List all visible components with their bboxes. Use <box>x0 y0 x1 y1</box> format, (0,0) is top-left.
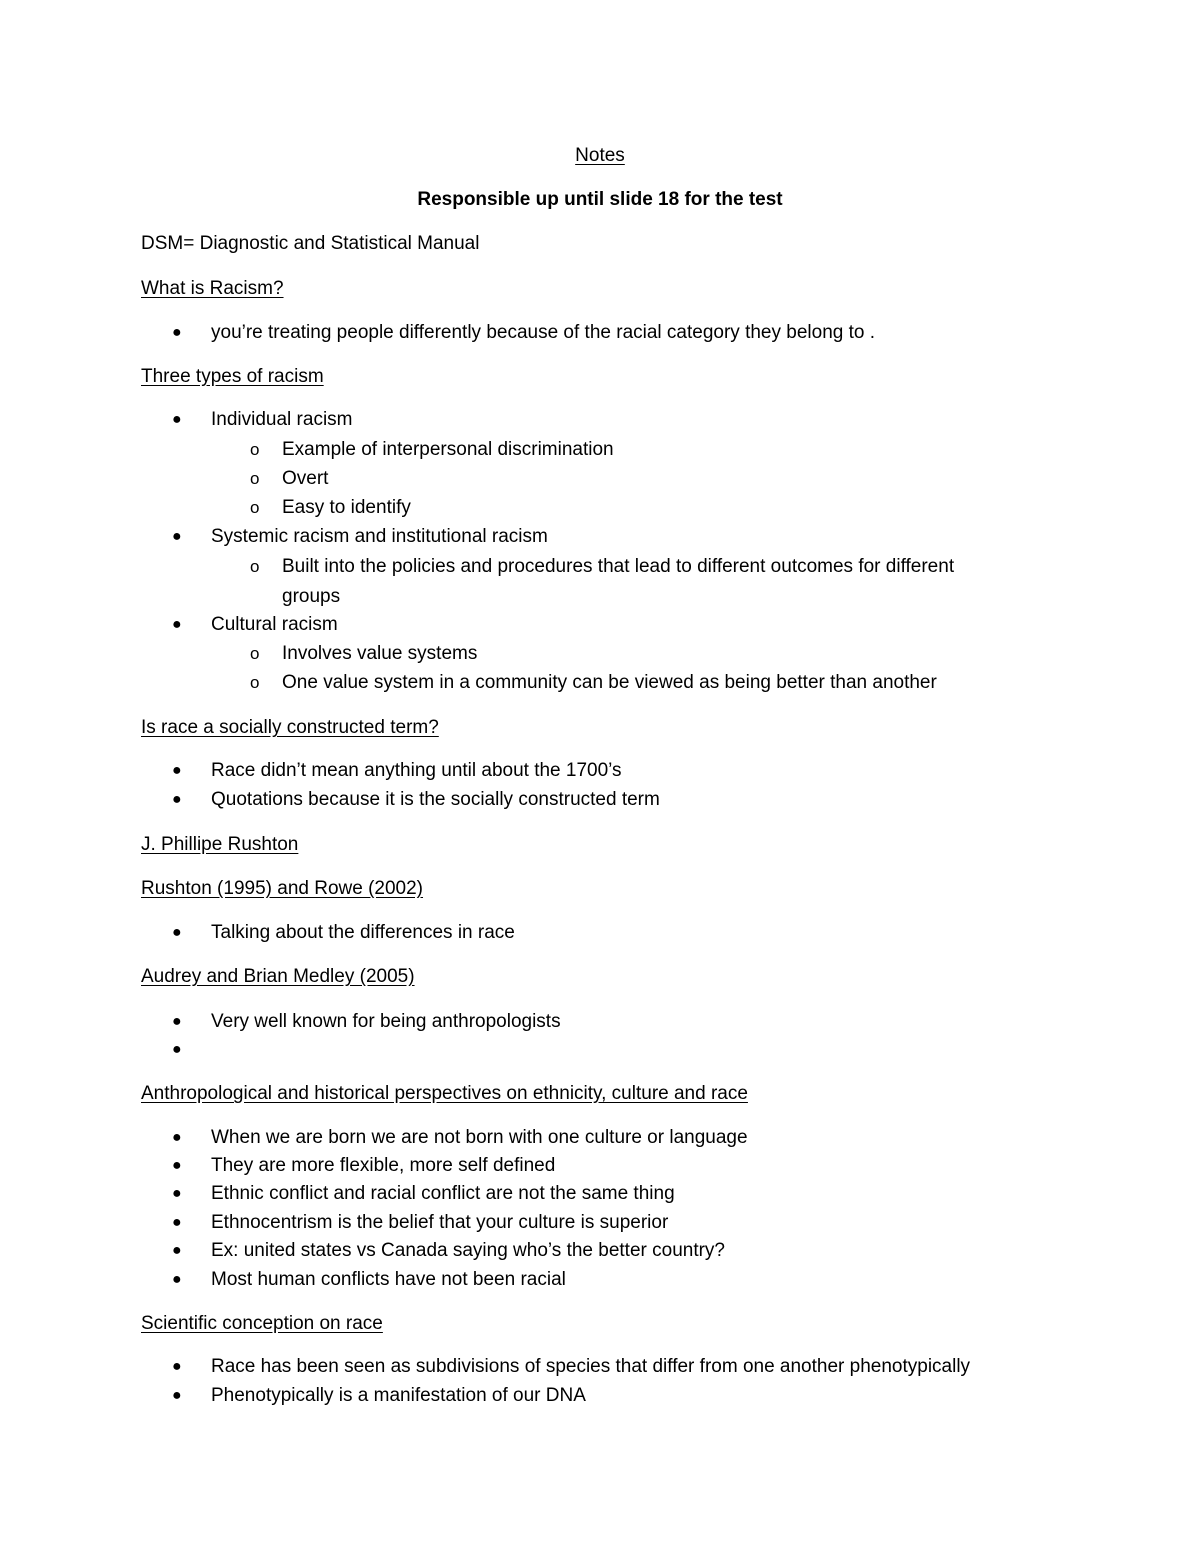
sub-list-item: Overt <box>282 468 329 489</box>
heading-what-is-racism: What is Racism? <box>141 278 284 299</box>
list-item: They are more flexible, more self defined <box>211 1155 556 1176</box>
bullet: ● <box>172 762 182 779</box>
list-item: Ethnocentrism is the belief that your culture is superior <box>211 1212 669 1233</box>
heading-rushton-rowe: Rushton (1995) and Rowe (2002) <box>141 878 424 899</box>
sub-bullet: o <box>250 673 260 692</box>
bullet: ● <box>172 616 182 633</box>
list-item: Phenotypically is a manifestation of our DNA <box>211 1385 586 1406</box>
bullet: ● <box>172 1041 182 1058</box>
sub-bullet: o <box>250 557 260 576</box>
bullet: ● <box>172 528 182 545</box>
sub-list-item: Easy to identify <box>282 497 411 518</box>
list-item: Race didn’t mean anything until about the 1700’s <box>211 760 622 781</box>
bullet: ● <box>172 411 182 428</box>
doc-title: Notes <box>575 145 625 166</box>
list-item: you’re treating people differently because of the racial category they belong to . <box>211 322 876 343</box>
list-item: Talking about the differences in race <box>211 922 515 943</box>
sub-list-item-continuation: groups <box>282 586 341 607</box>
bullet: ● <box>172 1157 182 1174</box>
heading-rushton: J. Phillipe Rushton <box>141 834 299 855</box>
bullet: ● <box>172 324 182 341</box>
heading-anthropological: Anthropological and historical perspectives on ethnicity, culture and race <box>141 1083 748 1104</box>
sub-bullet: o <box>250 498 260 517</box>
bullet: ● <box>172 1387 182 1404</box>
heading-medley: Audrey and Brian Medley (2005) <box>141 966 415 987</box>
list-item: Most human conflicts have not been racial <box>211 1269 566 1290</box>
bullet: ● <box>172 1358 182 1375</box>
bullet: ● <box>172 1185 182 1202</box>
list-item: When we are born we are not born with one culture or language <box>211 1127 748 1148</box>
sub-list-item: Built into the policies and procedures that lead to different outcomes for different <box>282 556 955 577</box>
heading-socially-constructed: Is race a socially constructed term? <box>141 717 439 738</box>
sub-bullet: o <box>250 440 260 459</box>
list-item: Very well known for being anthropologists <box>211 1011 561 1032</box>
sub-bullet: o <box>250 469 260 488</box>
list-item: Cultural racism <box>211 614 338 635</box>
sub-list-item: Involves value systems <box>282 643 478 664</box>
sub-bullet: o <box>250 644 260 663</box>
bullet: ● <box>172 1129 182 1146</box>
bullet: ● <box>172 1271 182 1288</box>
dsm-definition: DSM= Diagnostic and Statistical Manual <box>141 233 480 254</box>
heading-three-types: Three types of racism <box>141 366 324 387</box>
list-item: Quotations because it is the socially constructed term <box>211 789 660 810</box>
sub-list-item: One value system in a community can be viewed as being better than another <box>282 672 937 693</box>
list-item: Systemic racism and institutional racism <box>211 526 548 547</box>
list-item: Ethnic conflict and racial conflict are not the same thing <box>211 1183 675 1204</box>
bullet: ● <box>172 924 182 941</box>
list-item: Individual racism <box>211 409 353 430</box>
doc-subtitle: Responsible up until slide 18 for the test <box>417 189 783 210</box>
bullet: ● <box>172 1214 182 1231</box>
list-item: Race has been seen as subdivisions of species that differ from one another phenotypically <box>211 1356 971 1377</box>
sub-list-item: Example of interpersonal discrimination <box>282 439 614 460</box>
bullet: ● <box>172 1242 182 1259</box>
heading-scientific: Scientific conception on race <box>141 1313 383 1334</box>
bullet: ● <box>172 791 182 808</box>
bullet: ● <box>172 1013 182 1030</box>
list-item: Ex: united states vs Canada saying who’s the better country? <box>211 1240 726 1261</box>
